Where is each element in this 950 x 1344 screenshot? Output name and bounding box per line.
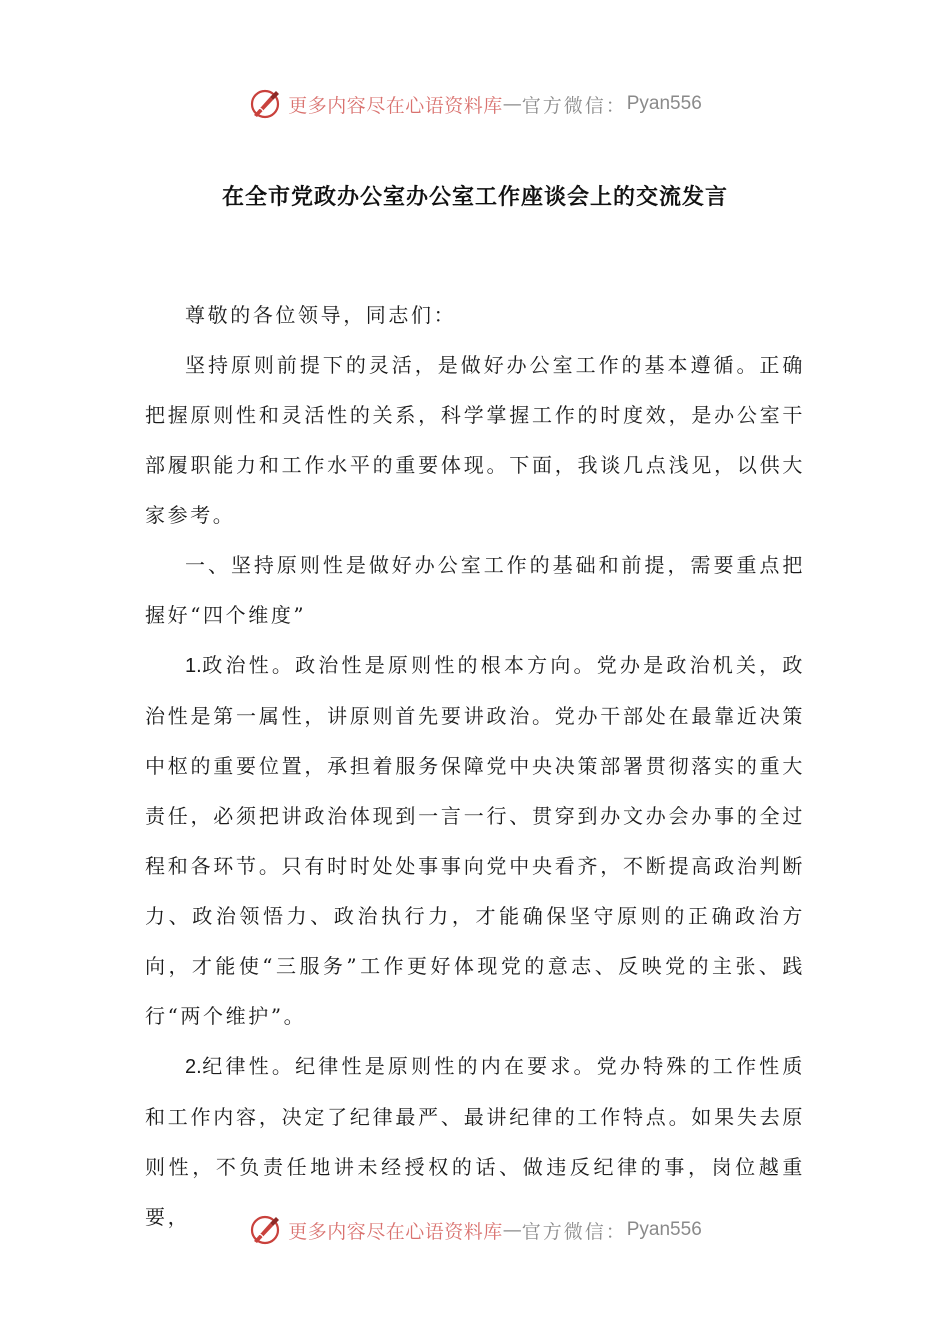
item-number-1: 1. [185, 655, 202, 677]
item-number-2: 2. [185, 1056, 202, 1078]
header-banner [0, 84, 950, 124]
header-dash: — [502, 93, 522, 115]
document-title: 在全市党政办公室办公室工作座谈会上的交流发言 [221, 185, 728, 210]
footer-site-name: 更多内容尽在心语资料库 [288, 1220, 503, 1243]
greeting: 尊敬的各位领导，同志们： [185, 303, 457, 327]
header-wechat-label: 官方微信： [521, 94, 627, 117]
footer-banner [0, 1210, 950, 1250]
pen-logo-icon [248, 1213, 282, 1247]
footer-dash: — [502, 1219, 522, 1241]
footer-wechat-label: 官方微信： [521, 1220, 627, 1243]
section-heading-1: 一、坚持原则性是做好办公室工作的基础和前提，需要重点把握好“四个维度” [145, 553, 805, 627]
pen-logo-icon [248, 87, 282, 121]
item-text-1: 政治性。政治性是原则性的根本方向。党办是政治机关，政治性是第一属性，讲原则首先要讲政治。党办干部处在最靠近决策中枢的重要位置，承担着服务保障党中央决策部署贯彻落实的重大责任，必须把讲政治体现到一言一行、贯穿到办文办会办事的全过程和各环节。只有时时处处事事向党中央看齐，不断提高政治判断力、政治领悟力、政治执行力，才能确保坚守原则的正确政治方向，才能使“三服务”工作更好体现党的意志、反映党的主张、践行“两个维护”。 [145, 653, 805, 1028]
footer-wechat-id: Pyan556 [626, 1219, 702, 1240]
header-wechat-id: Pyan556 [626, 93, 702, 114]
intro-paragraph: 坚持原则前提下的灵活，是做好办公室工作的基本遵循。正确把握原则性和灵活性的关系，科学掌握工作的时度效，是办公室干部履职能力和工作水平的重要体现。下面，我谈几点浅见，以供大家参考。 [145, 353, 805, 527]
header-site-name: 更多内容尽在心语资料库 [288, 94, 503, 117]
item-paragraph-1 [145, 640, 805, 1041]
document-body [145, 290, 805, 1242]
item-text-2: 纪律性。纪律性是原则性的内在要求。党办特殊的工作性质和工作内容，决定了纪律最严、最讲纪律的工作特点。如果失去原则性，不负责任地讲未经授权的话、做违反纪律的事，岗位越重要， [145, 1054, 805, 1229]
